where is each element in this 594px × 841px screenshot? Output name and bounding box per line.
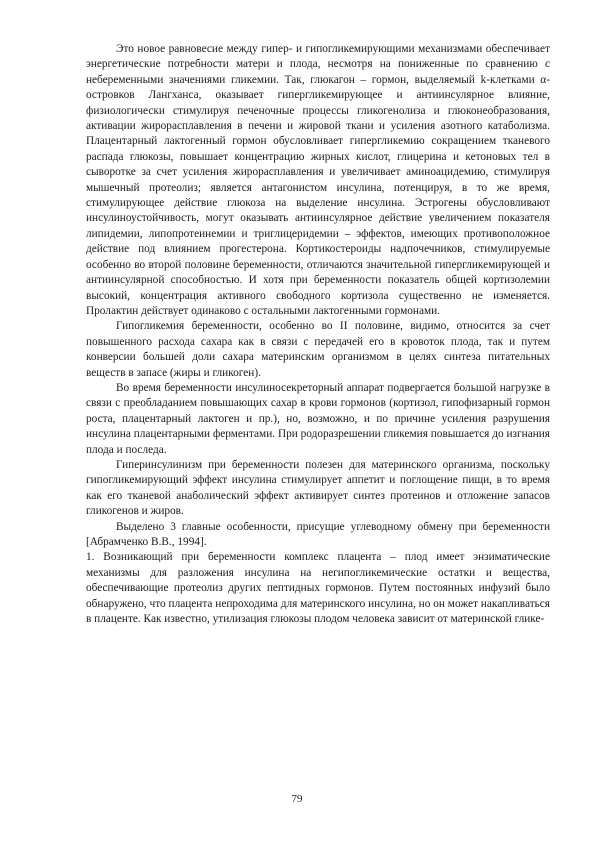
paragraph-key-features: Выделено 3 главные особенности, присущие углеводному обмену при беременности [Абрамченко В.В., 1994]. xyxy=(86,520,550,548)
paragraph-insulin-secretion: Во время беременности инсулиносекреторный аппарат подвергается большой нагрузке в связи с преобладанием повышающих сахар в крови гормонов (кортизол, гипофизарный гормон роста, плацентарный лактоген и пр.), но, возможно, и по причине усиления разрушения инсулина плацентарными ферментами. При родоразрешении гликемия повышается до изгнания плода и последа. xyxy=(86,381,550,456)
paragraph-hypoglycemia: Гипогликемия беременности, особенно во II половине, видимо, относится за счет повышенного расхода сахара как в связи с передачей его в кровоток плода, так и путем конверсии большей доли сахара материнским организмом в целях синтеза питательных веществ в запасе (жиры и гликоген). xyxy=(86,320,550,379)
page-body xyxy=(86,42,550,627)
paragraph-hormonal-balance: Это новое равновесие между гипер- и гипогликемирующими механизмами обеспечивает энергетические потребности матери и плода, несмотря на пониженные по сравнению с небеременными значениями гликемии. Так, глюкагон – гормон, выделяемый k-клетками α-островков Лангханса, оказывает гипергликемирующее и антиинсулярное влияние, физиологически стимулируя печеночные процессы гликогенолиза и глюконеобразования, активации жирорасплавления в печени и жировой ткани и усиления азотного катаболизма. Плацентарный лактогенный гормон обусловливает гипергликемию сокращением тканевого распада глюкозы, повышает концентрацию жирных кислот, глицерина и кетоновых тел в сыворотке за счет усиления жирорасплавления и увеличивает аминоацидемию, стимулируя мышечный протеолиз; является антагонистом инсулина, потенцируя, в то же время, стимулирующее действие глюкоза на выделение инсулина. Эстрогены обусловливают инсулиноустойчивость, могут оказывать антиинсулярное действие увеличением показателя липидемии, липопротеинемии и триглицеридемии – эффектов, имеющих противоположное действие под влиянием прогестерона. Кортикостероиды надпочечников, стимулируемые особенно во второй половине беременности, отличаются значительной гипергликемирующей и антиинсулярной способностью. И хотя при беременности показатель общей кортизолемии высокий, концентрация активного свободного кортизола существенно не изменяется. Пролактин действует одинаково с остальными лактогенными гормонами. xyxy=(86,43,550,317)
list-item-1: 1. Возникающий при беременности комплекс плацента – плод имеет энзиматические механизмы для разложения инсулина на негипогликемические остатки и вещества, обеспечивающие протеолиз других пептидных гормонов. Путем постоянных инфузий было обнаружено, что плацента непроходима для материнского инсулина, но он может накапливаться в плаценте. Как известно, утилизация глюкозы плодом человека зависит от материнской глике- xyxy=(86,551,550,626)
page-number: 79 xyxy=(291,793,303,805)
paragraph-hyperinsulinism: Гиперинсулинизм при беременности полезен для материнского организма, поскольку гипогликемирующий эффект инсулина стимулирует аппетит и поглощение пищи, в то время как его тканевой анаболический эффект активирует синтез протеинов и отложение запасов гликогенов и жиров. xyxy=(86,458,550,518)
